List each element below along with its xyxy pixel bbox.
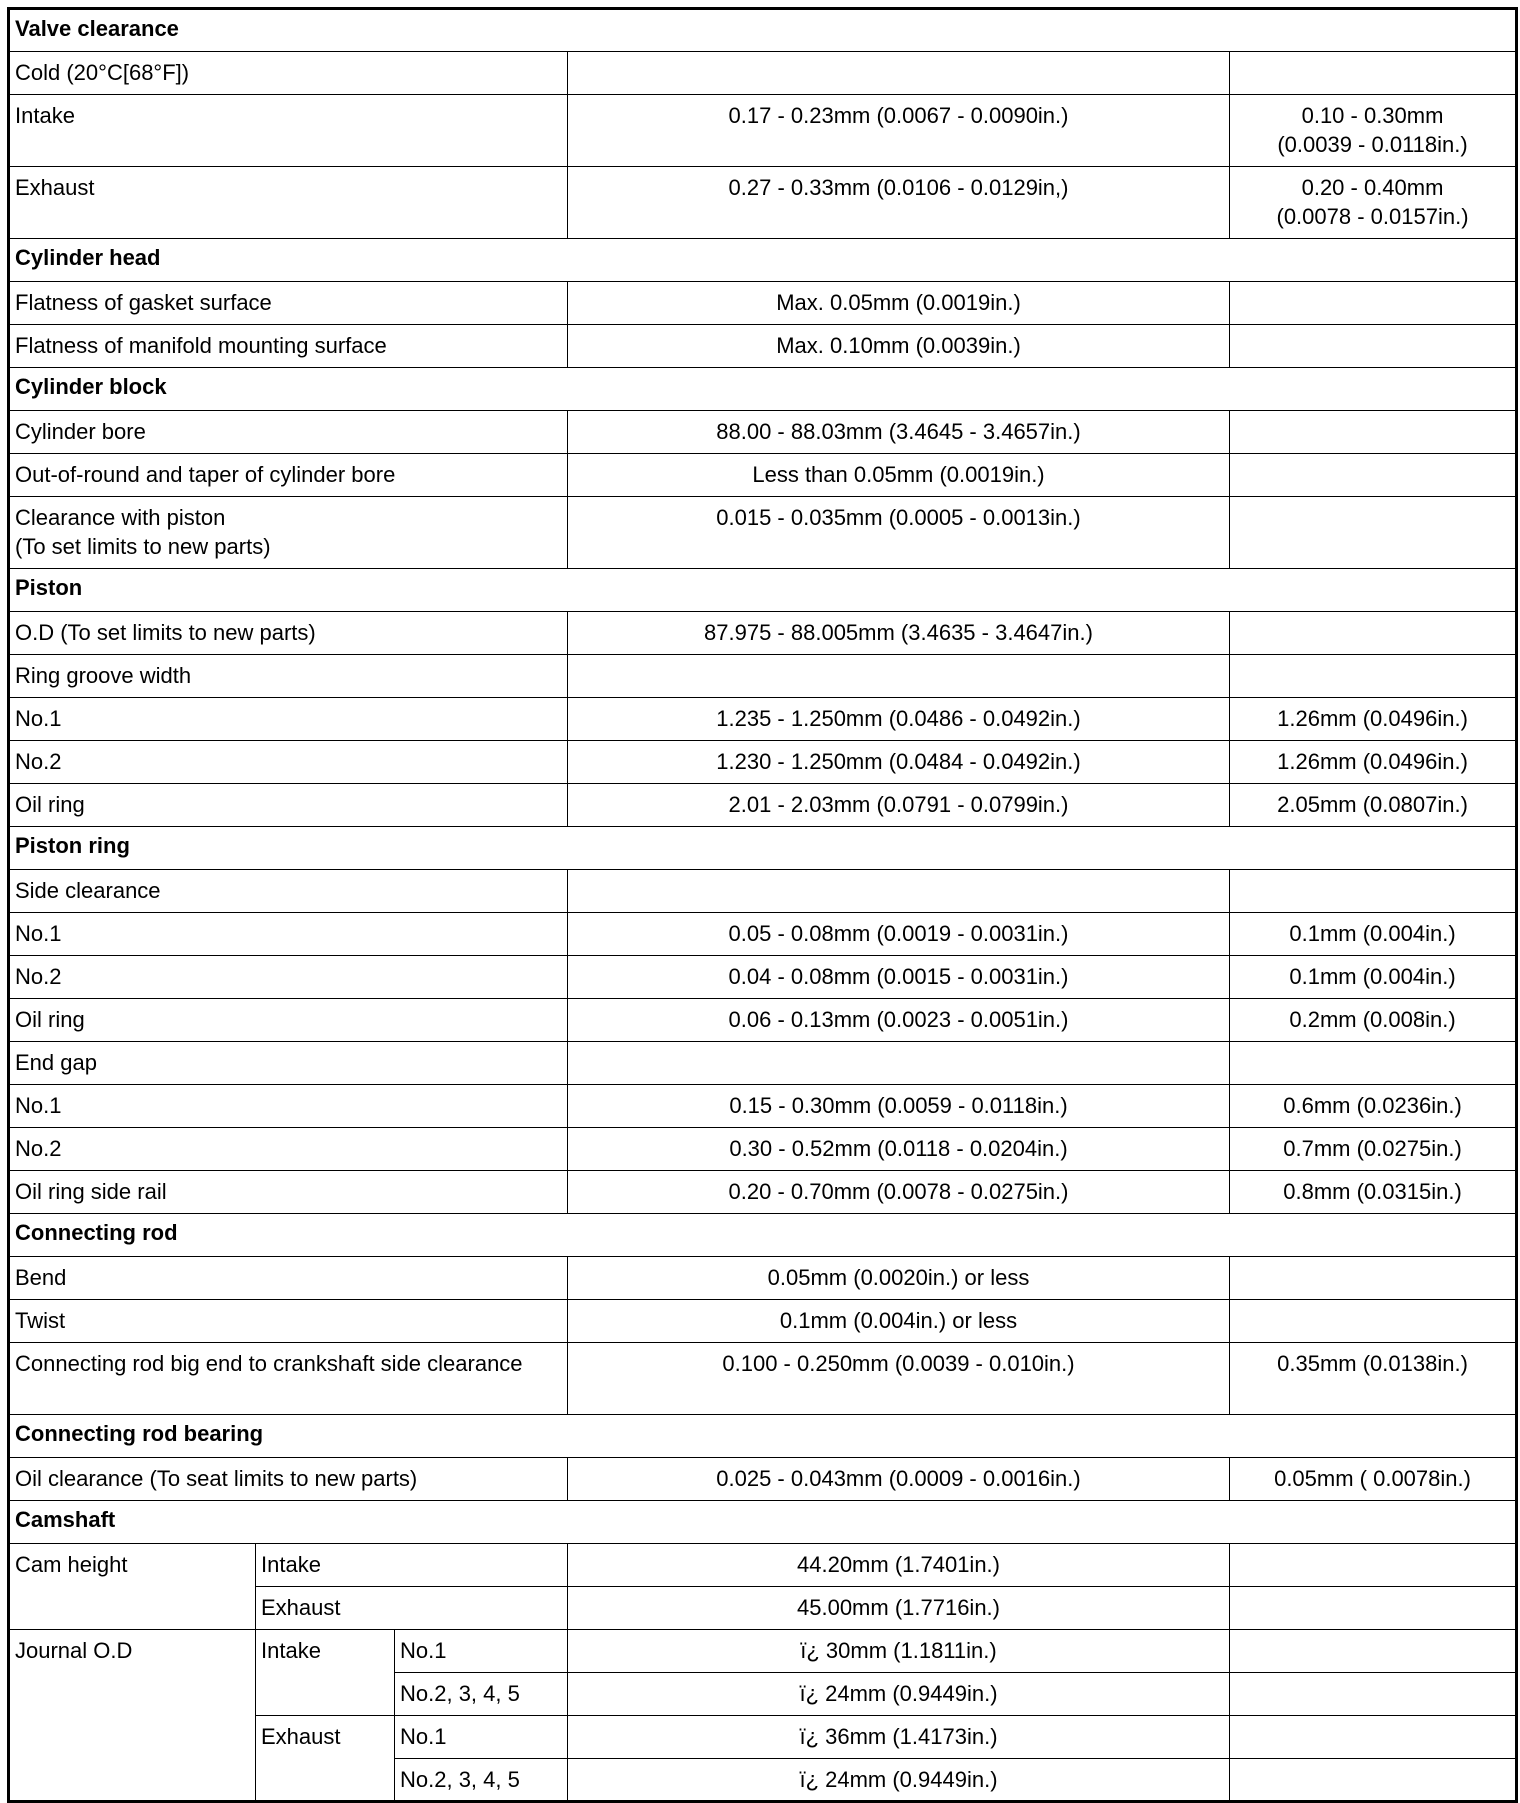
standard-cell: 0.100 - 0.250mm (0.0039 - 0.010in.) — [568, 1343, 1230, 1415]
standard-cell: Max. 0.10mm (0.0039in.) — [568, 325, 1230, 368]
item-cell: Exhaust — [9, 167, 568, 239]
table-row — [9, 497, 1517, 569]
limit-cell — [1230, 1300, 1517, 1343]
table-row — [9, 167, 1517, 239]
limit-cell: 0.35mm (0.0138in.) — [1230, 1343, 1517, 1415]
limit-cell: 2.05mm (0.0807in.) — [1230, 784, 1517, 827]
table-row — [9, 1171, 1517, 1214]
table-row — [9, 655, 1517, 698]
table-row — [9, 612, 1517, 655]
limit-cell — [1230, 1759, 1517, 1802]
standard-cell: 1.230 - 1.250mm (0.0484 - 0.0492in.) — [568, 741, 1230, 784]
limit-cell: 0.2mm (0.008in.) — [1230, 999, 1517, 1042]
table-row — [9, 1042, 1517, 1085]
table-row — [9, 913, 1517, 956]
limit-cell — [1230, 1673, 1517, 1716]
item-cell: Flatness of manifold mounting surface — [9, 325, 568, 368]
item-cell: Out-of-round and taper of cylinder bore — [9, 454, 568, 497]
item-cell: No.1 — [9, 913, 568, 956]
standard-cell: 2.01 - 2.03mm (0.0791 - 0.0799in.) — [568, 784, 1230, 827]
item-cell: Oil ring — [9, 999, 568, 1042]
section-row — [9, 368, 1517, 411]
table-row — [9, 325, 1517, 368]
standard-cell: 0.06 - 0.13mm (0.0023 - 0.0051in.) — [568, 999, 1230, 1042]
limit-cell — [1230, 454, 1517, 497]
item-cell: Bend — [9, 1257, 568, 1300]
limit-cell: 1.26mm (0.0496in.) — [1230, 741, 1517, 784]
section-camshaft: Camshaft — [9, 1501, 1517, 1544]
table-row — [9, 1343, 1517, 1415]
item-cell: O.D (To set limits to new parts) — [9, 612, 568, 655]
standard-cell: ï¿ 36mm (1.4173in.) — [568, 1716, 1230, 1759]
section-piston-ring: Piston ring — [9, 827, 1517, 870]
item-cell: Oil clearance (To seat limits to new parts) — [9, 1458, 568, 1501]
item-cell: Ring groove width — [9, 655, 568, 698]
limit-cell — [1230, 282, 1517, 325]
standard-cell — [568, 870, 1230, 913]
limit-cell: 0.20 - 0.40mm (0.0078 - 0.0157in.) — [1230, 167, 1517, 239]
standard-cell: 0.05mm (0.0020in.) or less — [568, 1257, 1230, 1300]
table-row — [9, 1085, 1517, 1128]
limit-cell — [1230, 411, 1517, 454]
item-cell: No.2 — [9, 1128, 568, 1171]
table-row — [9, 870, 1517, 913]
item-cell: Cylinder bore — [9, 411, 568, 454]
section-connecting-rod: Connecting rod — [9, 1214, 1517, 1257]
section-row — [9, 239, 1517, 282]
item-cell: No.2 — [9, 741, 568, 784]
standard-cell — [568, 1042, 1230, 1085]
standard-cell: 1.235 - 1.250mm (0.0486 - 0.0492in.) — [568, 698, 1230, 741]
table-row — [9, 1544, 1517, 1587]
standard-cell: 0.20 - 0.70mm (0.0078 - 0.0275in.) — [568, 1171, 1230, 1214]
item-cell: Clearance with piston (To set limits to new parts) — [9, 497, 568, 569]
section-row — [9, 1501, 1517, 1544]
section-row — [9, 827, 1517, 870]
standard-cell: 0.27 - 0.33mm (0.0106 - 0.0129in,) — [568, 167, 1230, 239]
table-row — [9, 282, 1517, 325]
standard-cell: 88.00 - 88.03mm (3.4645 - 3.4657in.) — [568, 411, 1230, 454]
standard-cell: 0.1mm (0.004in.) or less — [568, 1300, 1230, 1343]
table-row — [9, 411, 1517, 454]
standard-cell: ï¿ 30mm (1.1811in.) — [568, 1630, 1230, 1673]
table-row — [9, 1630, 1517, 1673]
item-cell: No.1 — [395, 1716, 568, 1759]
item-cell: Exhaust — [256, 1587, 568, 1630]
item-cell: Side clearance — [9, 870, 568, 913]
item-cell: Oil ring side rail — [9, 1171, 568, 1214]
standard-cell: 0.05 - 0.08mm (0.0019 - 0.0031in.) — [568, 913, 1230, 956]
table-row — [9, 1300, 1517, 1343]
limit-cell: 0.05mm ( 0.0078in.) — [1230, 1458, 1517, 1501]
standard-cell — [568, 655, 1230, 698]
limit-cell — [1230, 1587, 1517, 1630]
item-cell: Flatness of gasket surface — [9, 282, 568, 325]
section-row — [9, 569, 1517, 612]
standard-cell: 0.30 - 0.52mm (0.0118 - 0.0204in.) — [568, 1128, 1230, 1171]
journal-intake-label: Intake — [256, 1630, 395, 1716]
section-cylinder-head: Cylinder head — [9, 239, 1517, 282]
standard-cell: Less than 0.05mm (0.0019in.) — [568, 454, 1230, 497]
table-row — [9, 454, 1517, 497]
standard-cell: ï¿ 24mm (0.9449in.) — [568, 1759, 1230, 1802]
table-row — [9, 1257, 1517, 1300]
item-cell: Intake — [256, 1544, 568, 1587]
journal-od-label: Journal O.D — [9, 1630, 256, 1802]
table-row — [9, 52, 1517, 95]
limit-cell: 0.10 - 0.30mm (0.0039 - 0.0118in.) — [1230, 95, 1517, 167]
standard-cell: 0.17 - 0.23mm (0.0067 - 0.0090in.) — [568, 95, 1230, 167]
table-row — [9, 698, 1517, 741]
item-cell: No.1 — [395, 1630, 568, 1673]
limit-cell — [1230, 870, 1517, 913]
section-row — [9, 9, 1517, 52]
standard-cell: Max. 0.05mm (0.0019in.) — [568, 282, 1230, 325]
standard-cell: 0.025 - 0.043mm (0.0009 - 0.0016in.) — [568, 1458, 1230, 1501]
standard-cell: 44.20mm (1.7401in.) — [568, 1544, 1230, 1587]
item-cell: No.1 — [9, 1085, 568, 1128]
table-row — [9, 95, 1517, 167]
section-piston: Piston — [9, 569, 1517, 612]
limit-cell — [1230, 1544, 1517, 1587]
section-row — [9, 1415, 1517, 1458]
item-cell: Oil ring — [9, 784, 568, 827]
item-cell: No.2, 3, 4, 5 — [395, 1759, 568, 1802]
limit-cell — [1230, 1716, 1517, 1759]
table-row — [9, 741, 1517, 784]
specifications-table — [7, 7, 1518, 1803]
item-cell: No.1 — [9, 698, 568, 741]
standard-cell: 0.015 - 0.035mm (0.0005 - 0.0013in.) — [568, 497, 1230, 569]
table-row — [9, 956, 1517, 999]
limit-cell: 0.8mm (0.0315in.) — [1230, 1171, 1517, 1214]
item-cell: Intake — [9, 95, 568, 167]
table-row — [9, 784, 1517, 827]
limit-cell — [1230, 325, 1517, 368]
table-row — [9, 999, 1517, 1042]
limit-cell: 0.1mm (0.004in.) — [1230, 913, 1517, 956]
standard-cell — [568, 52, 1230, 95]
section-cylinder-block: Cylinder block — [9, 368, 1517, 411]
section-valve-clearance: Valve clearance — [9, 9, 1517, 52]
standard-cell: 87.975 - 88.005mm (3.4635 - 3.4647in.) — [568, 612, 1230, 655]
journal-exhaust-label: Exhaust — [256, 1716, 395, 1802]
limit-cell: 0.6mm (0.0236in.) — [1230, 1085, 1517, 1128]
limit-cell: 0.7mm (0.0275in.) — [1230, 1128, 1517, 1171]
limit-cell — [1230, 52, 1517, 95]
standard-cell: 0.04 - 0.08mm (0.0015 - 0.0031in.) — [568, 956, 1230, 999]
standard-cell: ï¿ 24mm (0.9449in.) — [568, 1673, 1230, 1716]
item-cell: Cold (20°C[68°F]) — [9, 52, 568, 95]
table-row — [9, 1458, 1517, 1501]
standard-cell: 0.15 - 0.30mm (0.0059 - 0.0118in.) — [568, 1085, 1230, 1128]
section-connecting-rod-bearing: Connecting rod bearing — [9, 1415, 1517, 1458]
cam-height-label: Cam height — [9, 1544, 256, 1630]
item-cell: No.2, 3, 4, 5 — [395, 1673, 568, 1716]
limit-cell — [1230, 1257, 1517, 1300]
item-cell: No.2 — [9, 956, 568, 999]
table-row — [9, 1128, 1517, 1171]
limit-cell — [1230, 1630, 1517, 1673]
limit-cell — [1230, 497, 1517, 569]
limit-cell — [1230, 612, 1517, 655]
limit-cell: 0.1mm (0.004in.) — [1230, 956, 1517, 999]
limit-cell: 1.26mm (0.0496in.) — [1230, 698, 1517, 741]
section-row — [9, 1214, 1517, 1257]
standard-cell: 45.00mm (1.7716in.) — [568, 1587, 1230, 1630]
limit-cell — [1230, 655, 1517, 698]
item-cell: Twist — [9, 1300, 568, 1343]
limit-cell — [1230, 1042, 1517, 1085]
item-cell: Connecting rod big end to crankshaft side clearance — [9, 1343, 568, 1415]
item-cell: End gap — [9, 1042, 568, 1085]
